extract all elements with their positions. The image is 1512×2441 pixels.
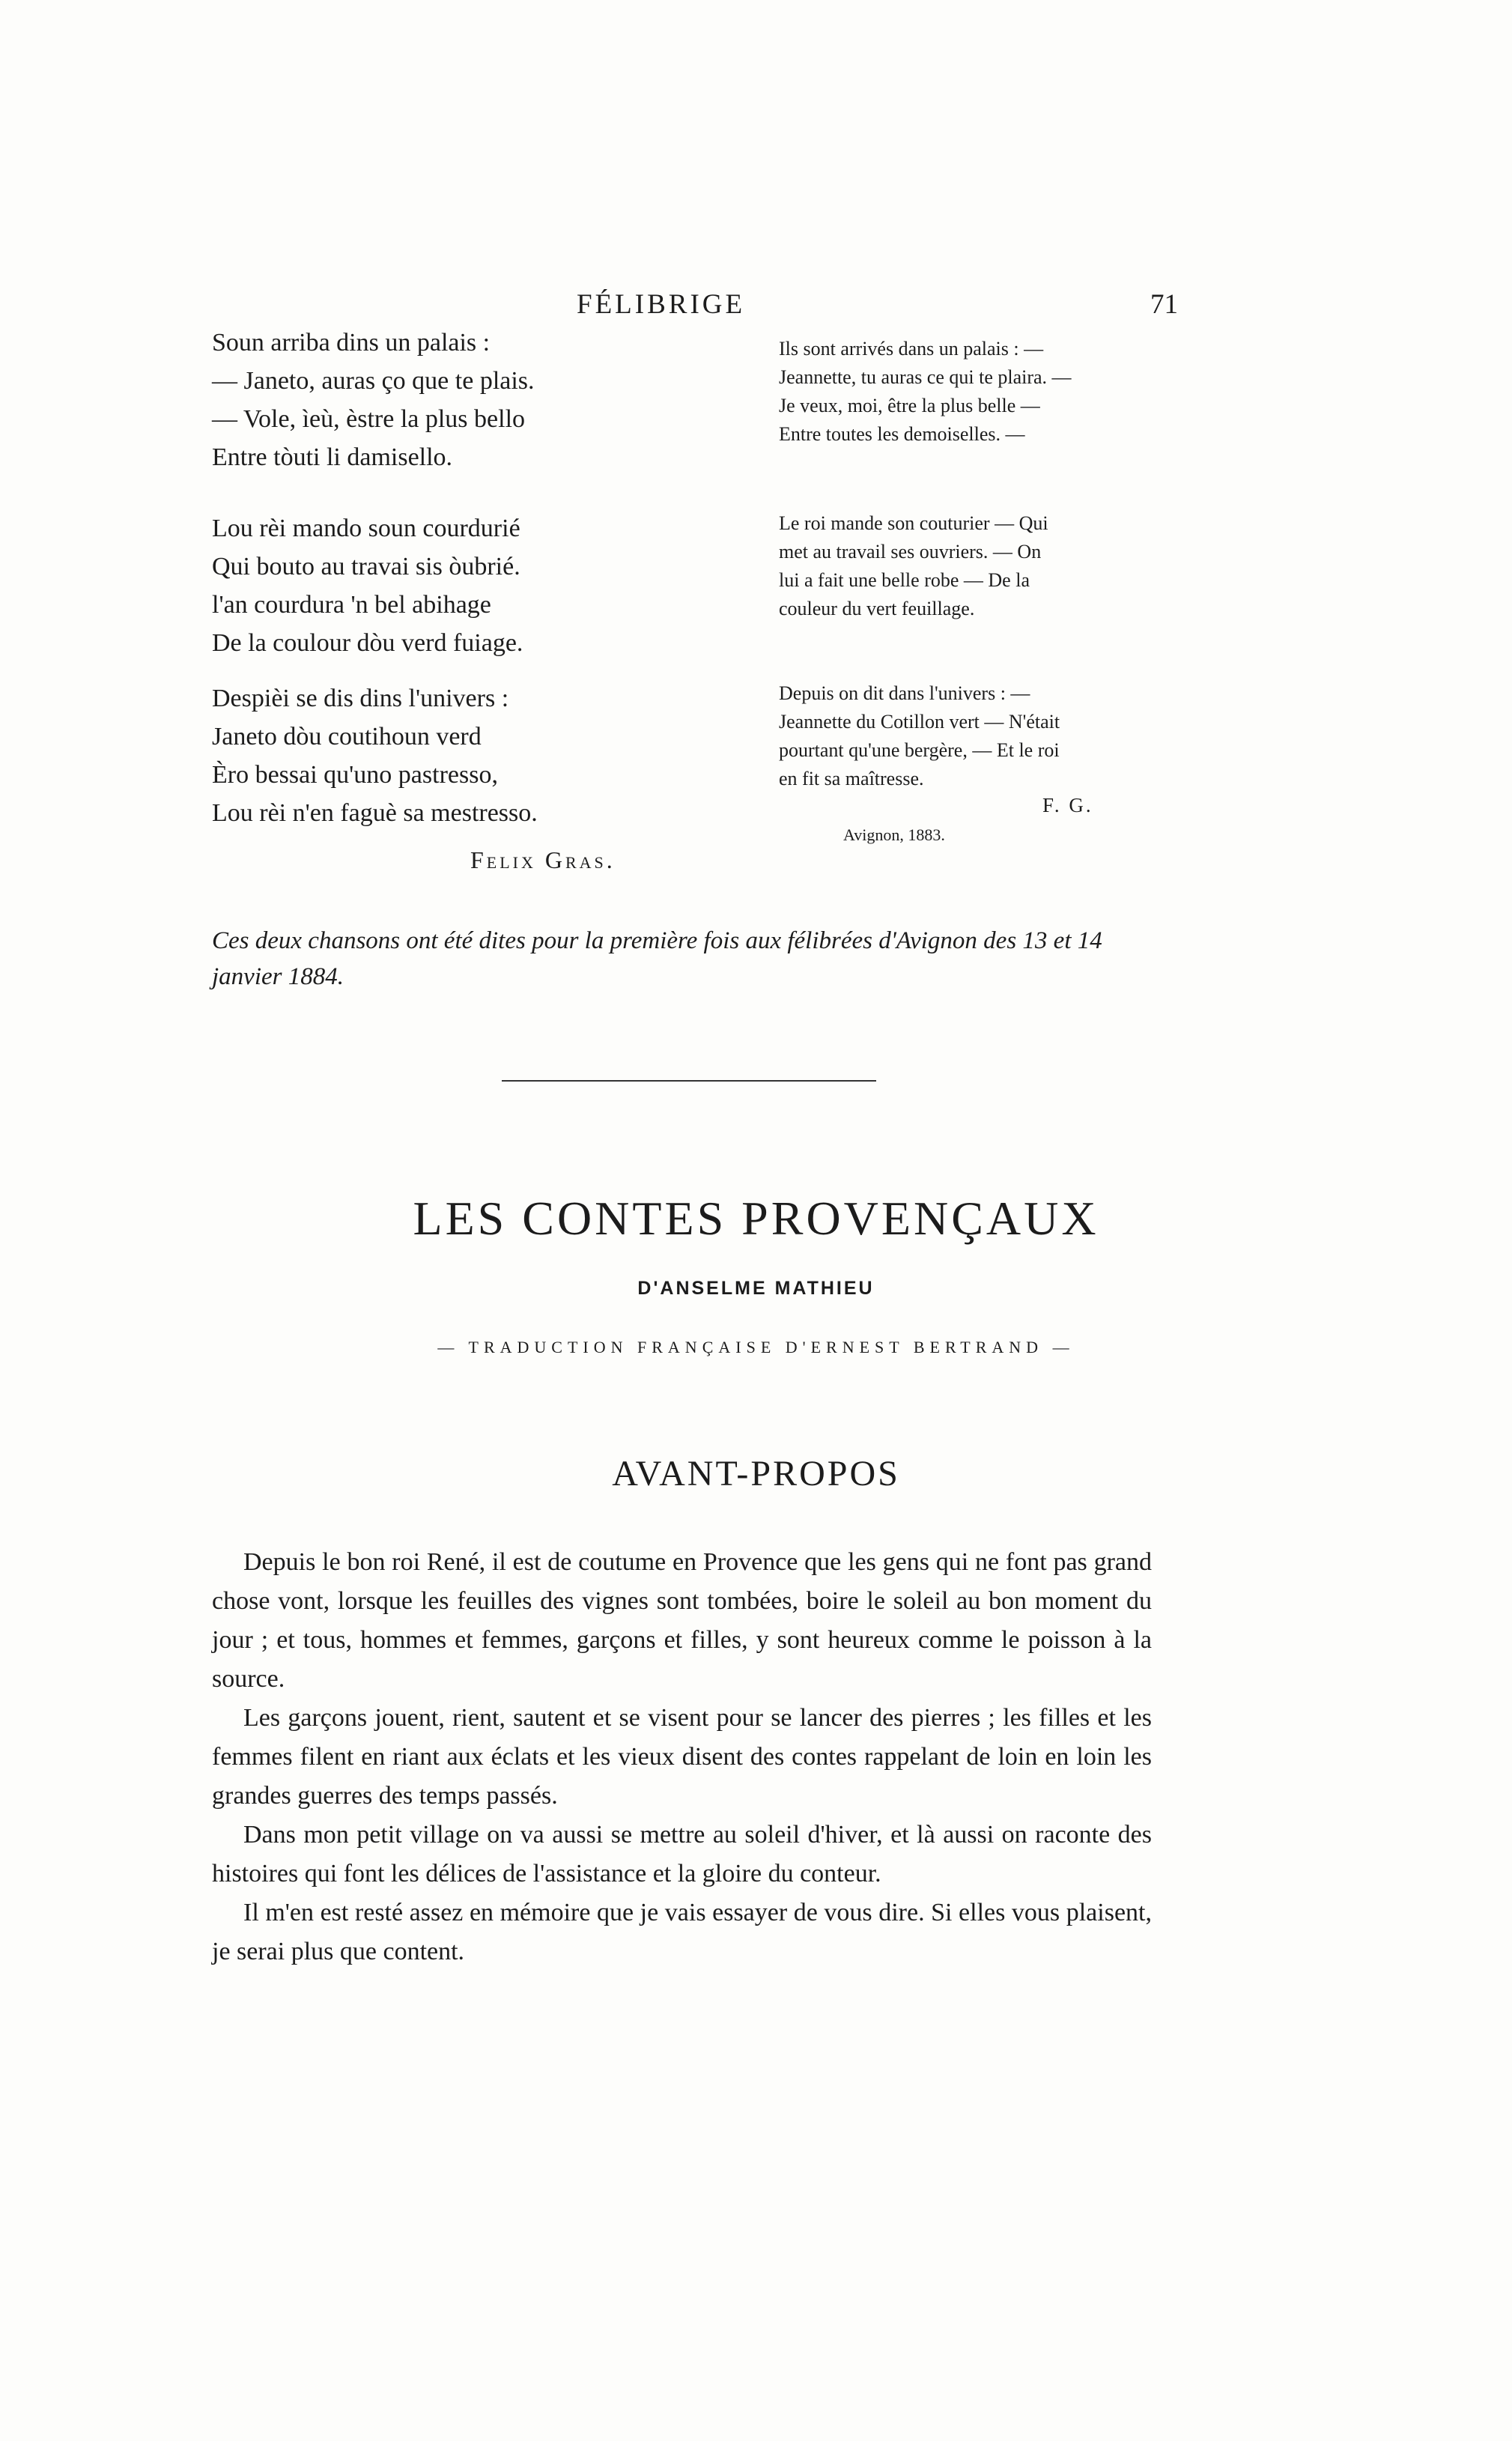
translation-line: en fit sa maîtresse. — [779, 768, 924, 789]
poem-line: l'an courdura 'n bel abihage — [212, 591, 491, 619]
body-paragraph: Les garçons jouent, rient, sautent et se visent pour se lancer des pierres ; les filles et les femmes filent en riant aux éclats et les vieux disent des contes rappelant de loin en loin les grandes guerres des temps passés. — [212, 1704, 1152, 1810]
article-author: D'ANSELME MATHIEU — [637, 1278, 875, 1299]
poem-line: Janeto dòu coutihoun verd — [212, 723, 482, 751]
translation-line: lui a fait une belle robe — De la — [779, 569, 1030, 591]
poem-signature: Felix Gras. — [470, 846, 616, 873]
italic-note: Ces deux chansons ont été dites pour la première fois aux félibrées d'Avignon des 13 et 14 janvier 1884. — [212, 927, 1102, 990]
translation-credit: — TRADUCTION FRANÇAISE D'ERNEST BERTRAND — — [437, 1338, 1075, 1356]
poem-line: Lou rèi n'en faguè sa mestresso. — [212, 799, 538, 827]
poem-line: Soun arriba dins un palais : — [212, 329, 491, 357]
place-date: Avignon, 1883. — [843, 825, 945, 844]
poem-stanza-2 — [212, 509, 523, 662]
running-header: FÉLIBRIGE — [577, 289, 746, 320]
poem-line: Entre tòuti li damisello. — [212, 443, 453, 471]
translation-line: Je veux, moi, être la plus belle — — [779, 395, 1040, 416]
article-body — [212, 1543, 1152, 1971]
poem-stanza-1 — [212, 324, 535, 476]
translation-line: Depuis on dit dans l'univers : — — [779, 682, 1030, 704]
poem-line: De la coulour dòu verd fuiage. — [212, 629, 523, 657]
translation-paragraph-2 — [779, 509, 1153, 623]
translation-line: Entre toutes les demoiselles. — — [779, 423, 1025, 445]
translation-line: Jeannette du Cotillon vert — N'était — [779, 711, 1060, 733]
translation-line: pourtant qu'une bergère, — Et le roi — [779, 739, 1060, 761]
poem-line: Despièi se dis dins l'univers : — [212, 685, 509, 712]
poem-line: Èro bessai qu'uno pastresso, — [212, 761, 498, 789]
poem-line: Qui bouto au travai sis òubrié. — [212, 553, 520, 580]
translation-paragraph-3 — [779, 679, 1153, 793]
translation-paragraph-1 — [779, 335, 1153, 449]
translation-line: Jeannette, tu auras ce qui te plaira. — — [779, 366, 1072, 388]
translation-line: met au travail ses ouvriers. — On — [779, 541, 1042, 563]
poem-stanza-3 — [212, 679, 538, 832]
body-paragraph: Dans mon petit village on va aussi se mettre au soleil d'hiver, et là aussi on raconte des histoires qui font les délices de l'assistance et la gloire du conteur. — [212, 1821, 1152, 1887]
poem-line: Lou rèi mando soun courdurié — [212, 515, 520, 542]
poem-line: — Vole, ìeù, èstre la plus bello — [212, 405, 526, 433]
body-paragraph: Depuis le bon roi René, il est de coutume en Provence que les gens qui ne font pas grand chose vont, lorsque les feuilles des vignes sont tombées, boire le soleil au bon moment du jour ; et tous, hommes et femmes, garçons et filles, y sont heureux comme le poisson à la source. — [212, 1548, 1152, 1693]
section-title: AVANT-PROPOS — [612, 1454, 900, 1494]
poem-line: — Janeto, auras ço que te plais. — [212, 367, 535, 395]
body-paragraph: Il m'en est resté assez en mémoire que je vais essayer de vous dire. Si elles vous plaisent, je serai plus que content. — [212, 1899, 1152, 1965]
translation-line: Ils sont arrivés dans un palais : — — [779, 338, 1044, 360]
translation-line: couleur du vert feuillage. — [779, 598, 975, 619]
article-title: LES CONTES PROVENÇAUX — [413, 1192, 1099, 1245]
page-number: 71 — [1150, 289, 1178, 320]
section-divider — [502, 1080, 876, 1082]
translation-line: Le roi mande son couturier — Qui — [779, 512, 1048, 534]
translator-initials: F. G. — [1042, 794, 1093, 816]
